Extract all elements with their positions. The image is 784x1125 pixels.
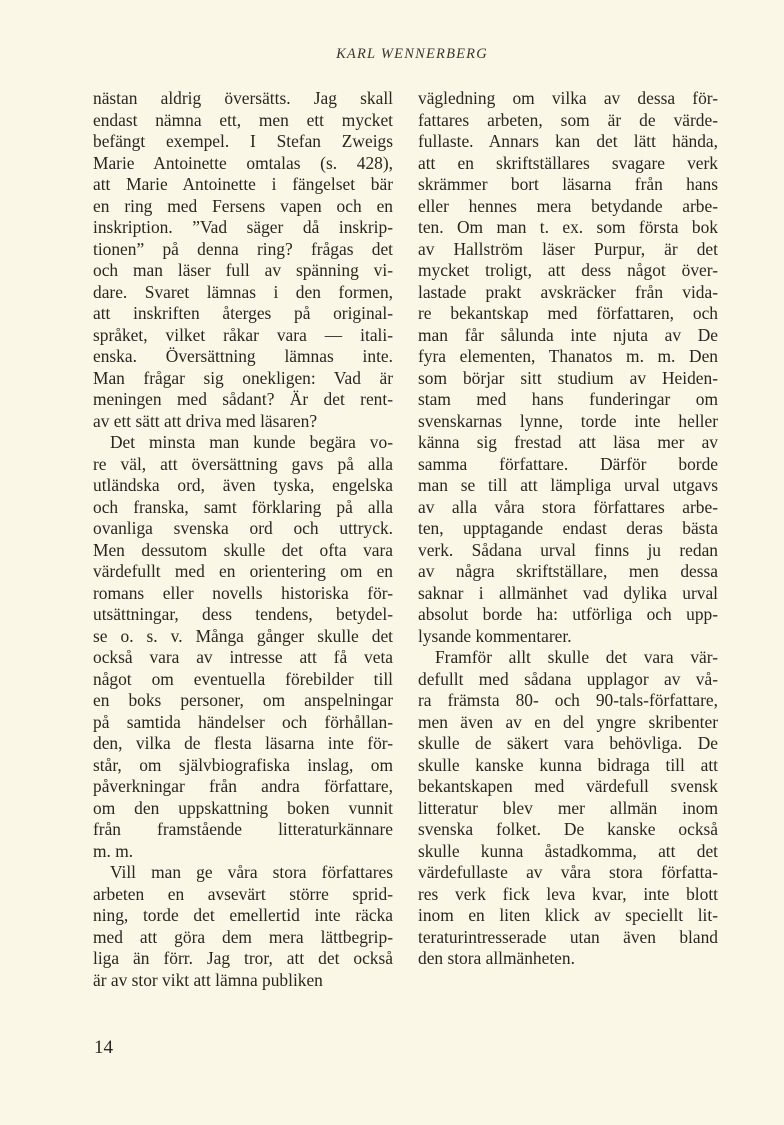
- text-line: och franska, samt förklaring på alla: [93, 496, 393, 517]
- text-line: Men dessutom skulle det ofta vara: [93, 539, 393, 560]
- text-line: den, vilka de flesta läsarna inte för-: [93, 733, 393, 753]
- text-line: värdefullaste av våra stora författa-: [418, 862, 718, 882]
- text-line: utsättningar, dess tendens, betydel-: [93, 604, 393, 624]
- text-line: av alla våra stora författares arbe-: [418, 496, 718, 517]
- text-line: värdefullt med en orientering om en: [93, 561, 393, 581]
- text-line: också vara av intresse att få veta: [93, 647, 393, 667]
- text-line: om den uppskattning boken vunnit: [93, 797, 393, 818]
- text-line: med att göra dem mera lättbegrip-: [93, 926, 393, 947]
- text-line: och man läser full av spänning vi-: [93, 260, 393, 280]
- text-line: liga än förr. Jag tror, att det också: [93, 948, 393, 968]
- text-line: på samtida händelser och förhållan-: [93, 711, 393, 732]
- text-line: mycket troligt, att dess något över-: [418, 260, 718, 280]
- page-number: 14: [94, 1037, 113, 1058]
- text-line: enska. Översättning lämnas inte.: [93, 346, 393, 366]
- text-line: teraturintresserade utan även bland: [418, 926, 718, 947]
- text-line: känna sig frestad att läsa mer av: [418, 432, 718, 452]
- text-line: Det minsta man kunde begära vo-: [110, 432, 393, 452]
- text-line: av Hallström läser Purpur, är det: [418, 238, 718, 259]
- text-line: den stora allmänheten.: [418, 948, 575, 968]
- text-line: utländska ord, även tyska, engelska: [93, 475, 393, 495]
- text-line: bekantskapen med värdefull svensk: [418, 776, 718, 796]
- text-line: fullaste. Annars kan det lätt hända,: [418, 131, 718, 151]
- text-line: en ring med Fersens vapen och en: [93, 195, 393, 216]
- running-head: [0, 46, 784, 63]
- text-line: svenska folket. De kanske också: [418, 819, 718, 839]
- text-line: res verk fick leva kvar, inte blott: [418, 883, 718, 904]
- text-line: tionen” på denna ring? frågas det: [93, 238, 393, 259]
- text-line: samma författare. Därför borde: [418, 453, 718, 474]
- text-line: re väl, att översättning gavs på alla: [93, 453, 393, 474]
- running-title: KARL WENNERBERG: [336, 46, 488, 62]
- text-line: defullt med sådana upplagor av vå-: [418, 668, 718, 689]
- text-line: att en skriftställares svagare verk: [418, 152, 718, 173]
- text-line: man se till att lämpliga urval utgavs: [418, 475, 718, 495]
- text-line: påverkningar från andra författare,: [93, 776, 393, 796]
- text-line: lysande kommentarer.: [418, 625, 572, 646]
- text-line: romans eller novells historiska för-: [93, 582, 393, 603]
- text-line: står, om självbiografiska inslag, om: [93, 754, 393, 775]
- text-line: Framför allt skulle det vara vär-: [435, 647, 718, 667]
- text-line: re bekantskap med författaren, och: [418, 303, 718, 323]
- text-line: från framstående litteraturkännare: [93, 819, 393, 839]
- text-line: fyra elementen, Thanatos m. m. Den: [418, 346, 718, 366]
- text-line: stam med hans funderingar om: [418, 389, 718, 409]
- text-line: verk. Sådana urval finns ju redan: [418, 539, 718, 560]
- left-column: [93, 88, 393, 991]
- text-line: ning, torde det emellertid inte räcka: [93, 905, 393, 925]
- text-line: svenskarnas lynne, torde inte heller: [418, 410, 718, 431]
- text-line: skulle de säkert vara behövliga. De: [418, 733, 718, 753]
- text-line: absolut borde ha: utförliga och upp-: [418, 604, 718, 624]
- text-line: endast nämna ett, men ett mycket: [93, 109, 393, 130]
- text-line: vägledning om vilka av dessa för-: [418, 88, 718, 108]
- text-line: man får sålunda inte njuta av De: [418, 324, 718, 345]
- text-line: ra främsta 80- och 90-tals-författare,: [418, 690, 718, 710]
- text-line: ten. Om man t. ex. som första bok: [418, 217, 718, 237]
- text-line: inom en liten klick av speciellt lit-: [418, 905, 718, 925]
- text-line: Man frågar sig onekligen: Vad är: [93, 367, 393, 388]
- text-line: Marie Antoinette omtalas (s. 428),: [93, 152, 393, 173]
- text-line: som börjar sitt studium av Heiden-: [418, 367, 718, 388]
- text-line: språket, vilket råkar vara — itali-: [93, 324, 393, 345]
- text-line: skrämmer bort läsarna från hans: [418, 174, 718, 194]
- text-line: litteratur blev mer allmän inom: [418, 797, 718, 818]
- text-line: att inskriften återges på original-: [93, 303, 393, 323]
- text-line: saknar i allmänhet vad dylika urval: [418, 582, 718, 603]
- text-line: skulle kunna åstadkomma, att det: [418, 840, 718, 861]
- text-line: eller hennes mera betydande arbe-: [418, 195, 718, 216]
- text-line: skulle kanske kunna bidraga till att: [418, 754, 718, 775]
- text-line: se o. s. v. Många gånger skulle det: [93, 625, 393, 646]
- text-line: något om eventuella förebilder till: [93, 668, 393, 689]
- text-line: av några skriftställare, men dessa: [418, 561, 718, 581]
- text-line: meningen med sådant? Är det rent-: [93, 389, 393, 409]
- text-line: att Marie Antoinette i fängelset bär: [93, 174, 393, 194]
- text-line: är av stor vikt att lämna publiken: [93, 969, 323, 990]
- text-line: nästan aldrig översätts. Jag skall: [93, 88, 393, 108]
- text-line: befängt exempel. I Stefan Zweigs: [93, 131, 393, 151]
- text-line: av ett sätt att driva med läsaren?: [93, 410, 318, 431]
- text-line: arbeten en avsevärt större sprid-: [93, 883, 393, 904]
- text-line: m. m.: [93, 840, 134, 861]
- text-line: Vill man ge våra stora författares: [110, 862, 393, 882]
- text-line: men även av en del yngre skribenter: [418, 711, 718, 732]
- text-line: ten, upptagande endast deras bästa: [418, 518, 718, 538]
- text-line: dare. Svaret lämnas i den formen,: [93, 281, 393, 302]
- right-column: [418, 88, 718, 970]
- text-line: fattares arbeten, som är de värde-: [418, 109, 718, 130]
- text-line: en boks personer, om anspelningar: [93, 690, 393, 710]
- text-line: lastade prakt avskräcker från vida-: [418, 281, 718, 302]
- text-line: inskription. ”Vad säger då inskrip-: [93, 217, 393, 237]
- text-line: ovanliga svenska ord och uttryck.: [93, 518, 393, 538]
